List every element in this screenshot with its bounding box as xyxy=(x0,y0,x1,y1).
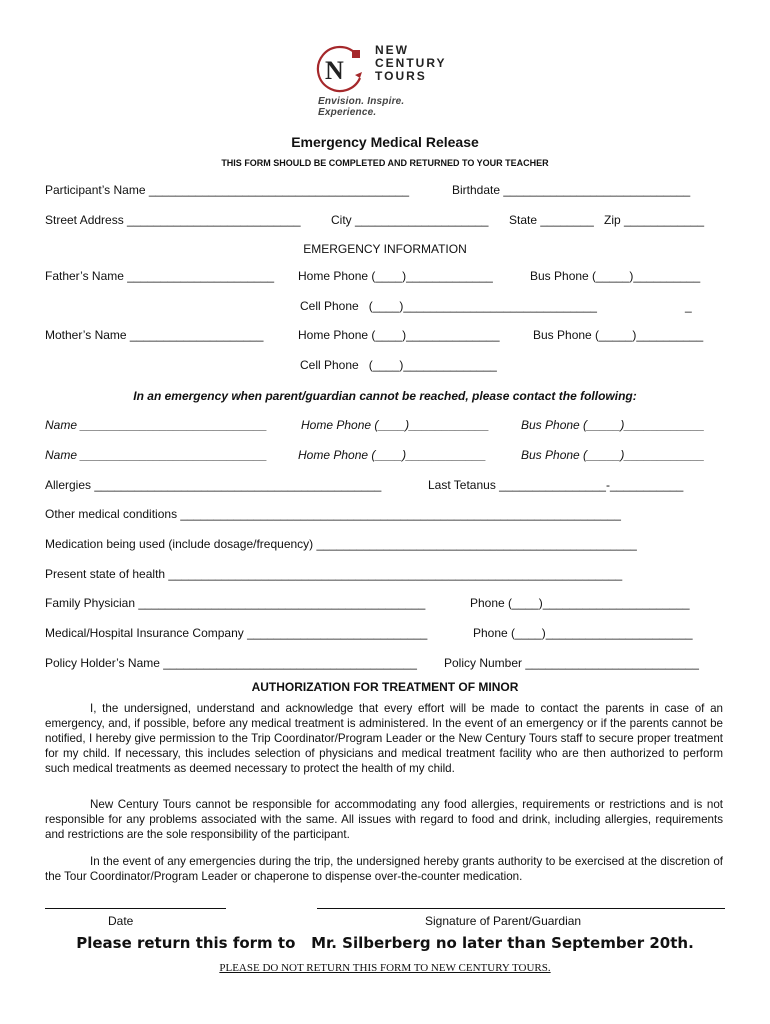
do-not-return-note: PLEASE DO NOT RETURN THIS FORM TO NEW CENTURY TOURS. xyxy=(219,962,551,974)
present-health-field[interactable]: Present state of health ____________________________________________________________________ xyxy=(45,567,623,581)
mother-home-phone-field[interactable]: Home Phone (____)______________ xyxy=(298,328,500,342)
contact-2-bus-phone-field[interactable]: Bus Phone (_____)____________ xyxy=(521,448,705,462)
return-detail: Mr. Silberberg no later than September 20th. xyxy=(311,934,694,952)
insurance-company-field[interactable]: Medical/Hospital Insurance Company ___________________________ xyxy=(45,626,428,640)
city-field[interactable]: City ____________________ xyxy=(331,213,489,227)
authorization-paragraph-1: I, the undersigned, understand and acknowledge that every effort will be made to contact the parents in case of an emergency, and, if possible, before any medical treatment is administered. In the event of an emergency or if the parents cannot be notified, I hereby give permission to the Trip Coordinator/Program Leader or the New Century Tours staff to secure proper treatment for my child. If necessary, this includes selection of physicians and medical treatment facility who are then authorized to perform such medical treatments as deemed necessary to protect the health of my child. xyxy=(45,702,723,775)
mother-bus-phone-field[interactable]: Bus Phone (_____)__________ xyxy=(533,328,704,342)
form-title: Emergency Medical Release xyxy=(291,134,479,150)
father-name-field[interactable]: Father’s Name ______________________ xyxy=(45,269,275,283)
state-field[interactable]: State ________ xyxy=(509,213,594,227)
contact-1-bus-phone-field[interactable]: Bus Phone (_____)____________ xyxy=(521,418,705,432)
logo-emblem-icon xyxy=(316,44,376,96)
svg-text:N: N xyxy=(325,56,344,85)
logo-line-tours: TOURS xyxy=(375,69,427,83)
logo-tagline: Envision. Inspire. Experience. xyxy=(318,96,405,118)
date-signature-line[interactable] xyxy=(45,908,226,909)
participant-name-field[interactable]: Participant’s Name _______________________________________ xyxy=(45,183,410,197)
policy-number-field[interactable]: Policy Number __________________________ xyxy=(444,656,699,670)
mother-name-field[interactable]: Mother’s Name ____________________ xyxy=(45,328,264,342)
form-subtitle: THIS FORM SHOULD BE COMPLETED AND RETURNED TO YOUR TEACHER xyxy=(221,158,549,168)
date-label: Date xyxy=(108,914,134,928)
policy-holder-field[interactable]: Policy Holder’s Name ______________________________________ xyxy=(45,656,417,670)
authorization-paragraph-2: New Century Tours cannot be responsible for accommodating any food allergies, requirements or restrictions and is not responsible for any problems associated with the same. All issues with regard to food and drink, including allergies, requirements and restrictions are the sole responsibility of the participant. xyxy=(45,798,723,841)
logo-wordmark xyxy=(375,44,447,83)
return-instruction xyxy=(0,934,770,952)
authorization-paragraph-3: In the event of any emergencies during the trip, the undersigned hereby grants authority to be exercised at the discretion of the Tour Coordinator/Program Leader or chaperone to dispense over-the-counter medication. xyxy=(45,855,723,883)
company-logo xyxy=(316,43,456,118)
contact-2-home-phone-field[interactable]: Home Phone (____)____________ xyxy=(298,448,487,462)
parent-signature-line[interactable] xyxy=(317,908,725,909)
return-label: Please return this form to xyxy=(76,934,296,952)
contact-1-name-field[interactable]: Name ____________________________ xyxy=(45,418,268,432)
father-cell-trailing-line: _ xyxy=(685,299,692,313)
insurance-phone-field[interactable]: Phone (____)______________________ xyxy=(473,626,693,640)
signature-label: Signature of Parent/Guardian xyxy=(425,914,582,928)
father-cell-phone-field[interactable]: Cell Phone (____)_____________________________ xyxy=(300,299,597,313)
logo-line-new: NEW xyxy=(375,43,409,57)
father-bus-phone-field[interactable]: Bus Phone (_____)__________ xyxy=(530,269,701,283)
logo-line-century: CENTURY xyxy=(375,56,447,70)
contact-2-name-field[interactable]: Name ____________________________ xyxy=(45,448,268,462)
last-tetanus-field[interactable]: Last Tetanus ________________-___________ xyxy=(428,478,684,492)
physician-phone-field[interactable]: Phone (____)______________________ xyxy=(470,596,690,610)
birthdate-field[interactable]: Birthdate ____________________________ xyxy=(452,183,691,197)
contact-1-home-phone-field[interactable]: Home Phone (____)____________ xyxy=(301,418,490,432)
street-address-field[interactable]: Street Address __________________________ xyxy=(45,213,301,227)
emergency-info-heading: EMERGENCY INFORMATION xyxy=(303,242,467,256)
zip-field[interactable]: Zip ____________ xyxy=(604,213,705,227)
other-conditions-field[interactable]: Other medical conditions __________________________________________________________________ xyxy=(45,507,621,521)
authorization-heading: AUTHORIZATION FOR TREATMENT OF MINOR xyxy=(251,680,519,694)
father-home-phone-field[interactable]: Home Phone (____)_____________ xyxy=(298,269,493,283)
medication-field[interactable]: Medication being used (include dosage/frequency) ________________________________________________ xyxy=(45,537,637,551)
mother-cell-phone-field[interactable]: Cell Phone (____)______________ xyxy=(300,358,497,372)
family-physician-field[interactable]: Family Physician ___________________________________________ xyxy=(45,596,426,610)
contact-heading: In an emergency when parent/guardian cannot be reached, please contact the following: xyxy=(133,389,637,403)
allergies-field[interactable]: Allergies ___________________________________________ xyxy=(45,478,382,492)
